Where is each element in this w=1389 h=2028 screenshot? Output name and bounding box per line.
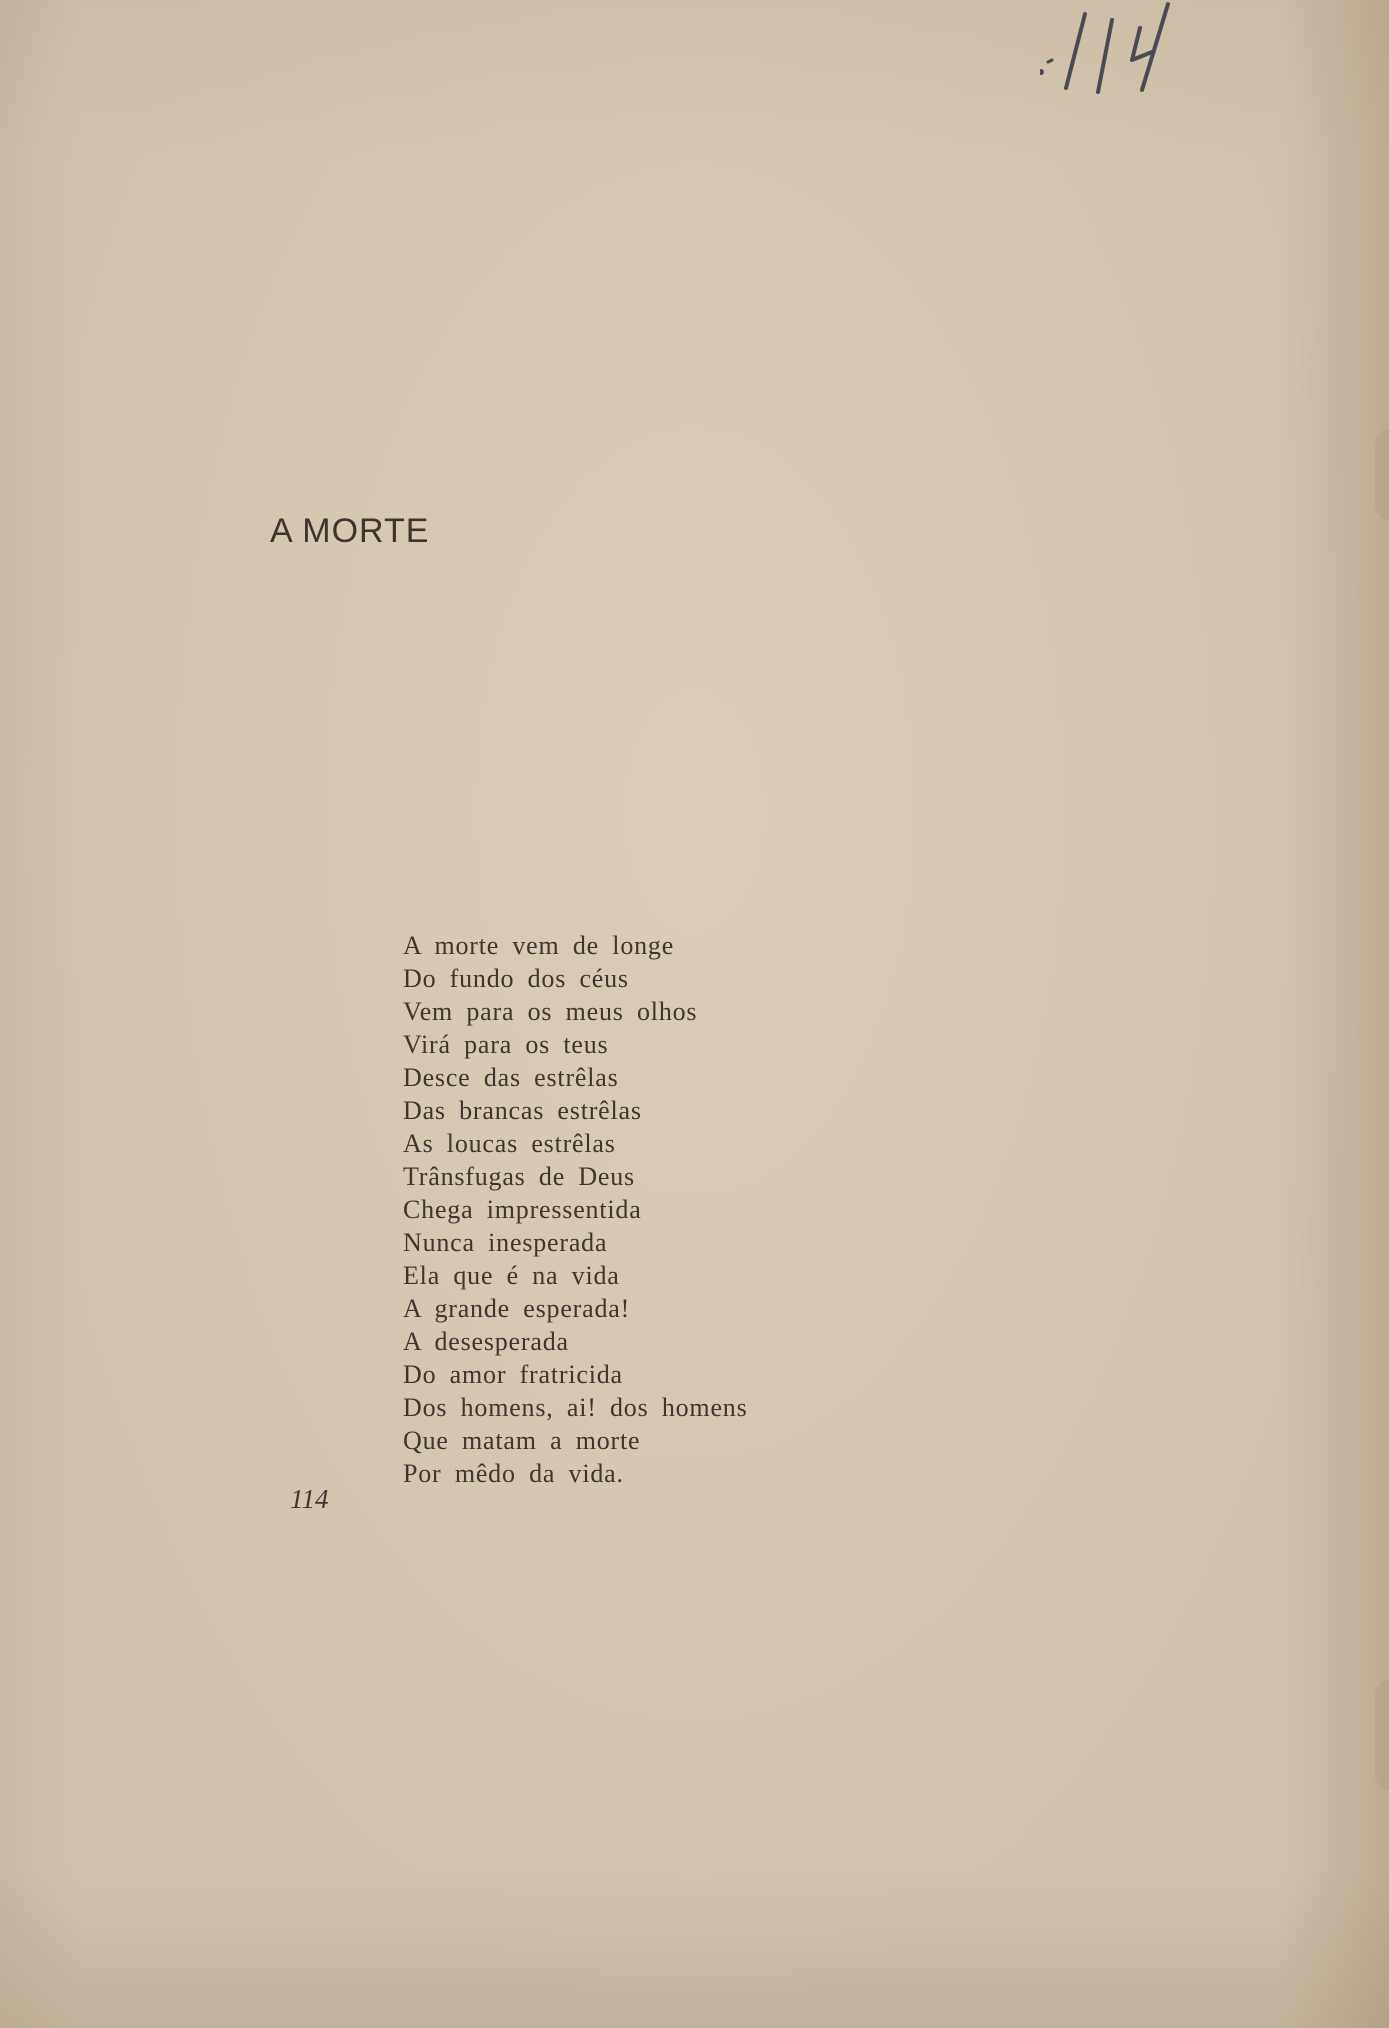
poem-line: Que matam a morte [403,1426,641,1455]
poem-line: As loucas estrêlas [403,1129,616,1158]
poem-line: A grande esperada! [403,1294,631,1323]
poem-line: Chega impressentida [403,1195,642,1224]
poem-line: Por mêdo da vida. [403,1459,624,1488]
handwritten-folio-mark [1040,0,1220,110]
edge-wear [1375,430,1389,520]
poem-line: Desce das estrêlas [403,1063,619,1092]
poem-line: Do fundo dos céus [403,964,629,993]
edge-wear [1375,1680,1389,1790]
poem-line: Do amor fratricida [403,1360,623,1389]
poem-line: Vem para os meus olhos [403,997,698,1026]
poem-line: Dos homens, ai! dos homens [403,1393,748,1422]
poem-line: A morte vem de longe [403,931,675,960]
poem-line: Nunca inesperada [403,1228,608,1257]
poem-line: A desesperada [403,1327,569,1356]
poem-line: Ela que é na vida [403,1261,620,1290]
page-number: 114 [290,1484,329,1514]
poem-line: Virá para os teus [403,1030,609,1059]
poem-stanza [403,929,748,1490]
poem-title: A MORTE [270,512,430,550]
poem-line: Das brancas estrêlas [403,1096,642,1125]
poem-line: Trânsfugas de Deus [403,1162,635,1191]
